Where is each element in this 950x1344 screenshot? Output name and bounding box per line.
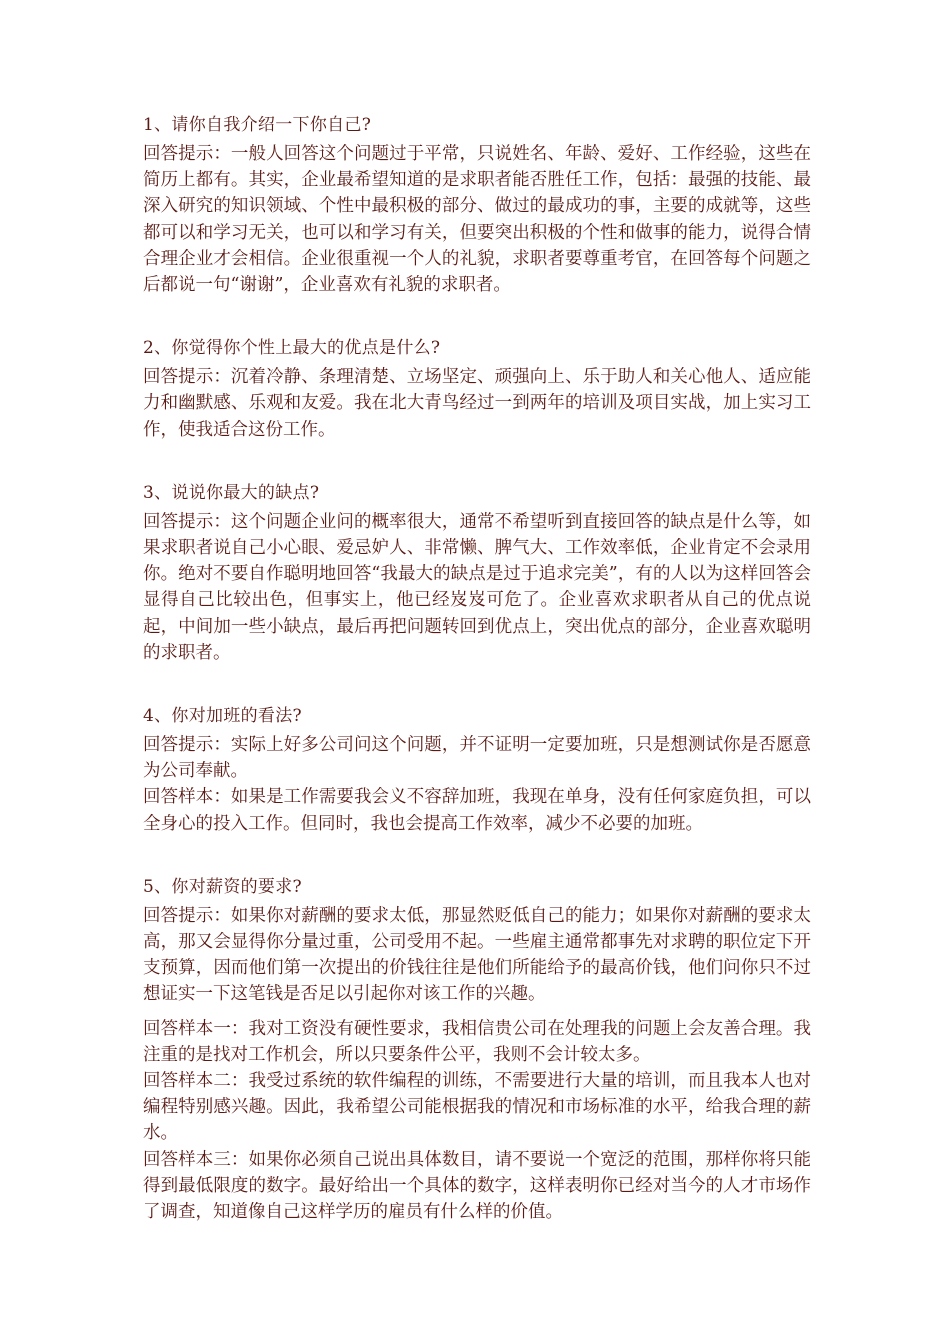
sample-answer-paragraph: 回答样本：如果是工作需要我会义不容辞加班，我现在单身，没有任何家庭负担，可以全身心的投入工作。但同时，我也会提高工作效率，减少不必要的加班。 <box>143 787 811 834</box>
sample-answer-paragraph: 回答样本一：我对工资没有硬性要求，我相信贵公司在处理我的问题上会友善合理。我注重的是找对工作机会，所以只要条件公平，我则不会计较太多。 <box>143 1018 811 1065</box>
document-page <box>143 113 811 1225</box>
question-heading: 4、你对加班的看法? <box>143 706 302 727</box>
sample-answer-paragraph: 回答样本三：如果你必须自己说出具体数目，请不要说一个宽泛的范围，那样你将只能得到最低限度的数字。最好给出一个具体的数字，这样表明你已经对当今的人才市场作了调查，知道像自己这样学历的雇员有什么样的价值。 <box>143 1149 811 1223</box>
section-2 <box>143 336 811 443</box>
answer-paragraph: 回答提示：实际上好多公司问这个问题，并不证明一定要加班，只是想测试你是否愿意为公司奉献。 <box>143 735 811 782</box>
answer-paragraph: 回答提示：沉着冷静、条理清楚、立场坚定、顽强向上、乐于助人和关心他人、适应能力和幽默感、乐观和友爱。我在北大青鸟经过一到两年的培训及项目实战，加上实习工作，使我适合这份工作。 <box>143 367 811 440</box>
answer-paragraph: 回答提示：如果你对薪酬的要求太低，那显然贬低自己的能力；如果你对薪酬的要求太高，那又会显得你分量过重，公司受用不起。一些雇主通常都事先对求聘的职位定下开支预算，因而他们第一次提出的价钱往往是他们所能给予的最高价钱，他们问你只不过想证实一下这笔钱是否足以引起你对该工作的兴趣。 <box>143 905 811 1005</box>
question-heading: 2、你觉得你个性上最大的优点是什么? <box>143 338 441 359</box>
sample-answer-paragraph: 回答样本二：我受过系统的软件编程的训练，不需要进行大量的培训，而且我本人也对编程特别感兴趣。因此，我希望公司能根据我的情况和市场标准的水平，给我合理的薪水。 <box>143 1071 811 1144</box>
question-heading: 3、说说你最大的缺点? <box>143 482 320 503</box>
question-heading: 5、你对薪资的要求? <box>143 876 302 897</box>
section-3 <box>143 481 811 666</box>
question-heading: 1、请你自我介绍一下你自己? <box>143 115 372 135</box>
answer-paragraph: 回答提示：这个问题企业问的概率很大，通常不希望听到直接回答的缺点是什么等，如果求职者说自己小心眼、爱忌妒人、非常懒、脾气大、工作效率低，企业肯定不会录用你。绝对不要自作聪明地回答“我最大的缺点是过于追求完美”，有的人以为这样回答会显得自己比较出色，但事实上，他已经岌岌可危了。企业喜欢求职者从自己的优点说起，中间加一些小缺点，最后再把问题转回到优点上，突出优点的部分，企业喜欢聪明的求职者。 <box>143 511 811 663</box>
section-1 <box>143 113 811 298</box>
section-5 <box>143 875 811 1225</box>
answer-paragraph: 回答提示：一般人回答这个问题过于平常，只说姓名、年龄、爱好、工作经验，这些在简历上都有。其实，企业最希望知道的是求职者能否胜任工作，包括：最强的技能、最深入研究的知识领域、个性中最积极的部分、做过的最成功的事，主要的成就等，这些都可以和学习无关，也可以和学习有关，但要突出积极的个性和做事的能力，说得合情合理企业才会相信。企业很重视一个人的礼貌，求职者要尊重考官，在回答每个问题之后都说一句“谢谢”，企业喜欢有礼貌的求职者。 <box>143 144 811 296</box>
section-4 <box>143 704 811 837</box>
